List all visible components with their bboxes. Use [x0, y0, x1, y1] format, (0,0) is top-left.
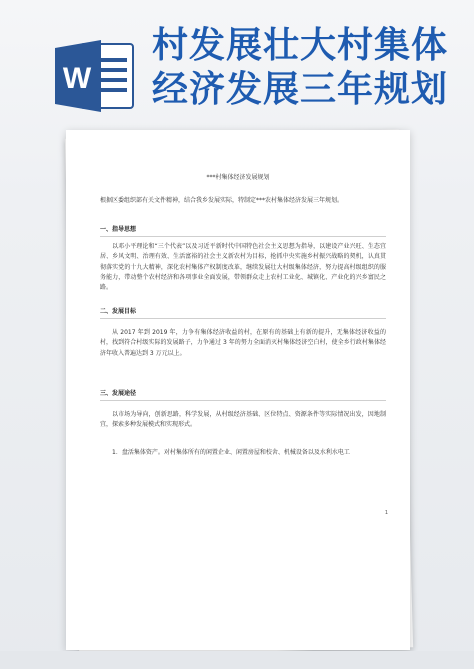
word-logo-icon [55, 38, 137, 114]
section2-divider [100, 318, 386, 319]
section1-divider [100, 236, 386, 237]
section1-body: 以邓小平理论和“三个代表”以及习近平新时代中国特色社会主义思想为指导，以建设产业兴旺、生态宜居、乡风文明、治理有效、生活富裕的社会主义新农村为目标，抢抓中央实施乡村振兴战略的契机，认真贯彻落实党的十九大精神，深化农村集体产权制度改革，继续发展壮大村级集体经济，努力提高村级组织的服务能力，带动整个农村经济和各项事业全面发展，带领群众走上农村工业化、城镇化、产业化的兴乡富民之路。 [100, 243, 386, 292]
page-number: 1 [384, 510, 388, 516]
section3-heading: 三、发展途径 [100, 390, 137, 397]
document-title: ***村集体经济发展规划 [206, 174, 270, 181]
title-block [152, 24, 464, 112]
intro-paragraph: 根据区委组织部有关文件精神，结合我乡发展实际，特制定***农村集体经济发展三年规划。 [100, 197, 344, 204]
document-page [66, 130, 410, 650]
section3-item1: 1．盘活集体资产。对村集体所有的闲置企业、闲置房屋和校舍、机械设备以及水利水电工 [112, 449, 350, 456]
section1-heading: 一、指导思想 [100, 226, 137, 233]
word-logo-letter: W [62, 62, 92, 95]
section3-body: 以市场为导向，创新思路，科学发展，从村级经济基础、区位特点、资源条件等实际情况出发，因地制宜，探索多种发展模式和实现形式。 [100, 411, 386, 429]
footer-band [0, 651, 474, 669]
section3-divider [100, 400, 386, 401]
section2-heading: 二、发展目标 [100, 308, 137, 315]
page-title-line2: 经济发展三年规划 [152, 69, 449, 110]
section2-body: 从 2017 年到 2019 年，力争有集体经济收益的村，在原有的基础上有新的提升，无集体经济收益的村，找到符合村级实际的发展路子，力争通过 3 年的努力全面消灭村集体经济空白村，使全乡行政村集体经济年收入普遍达到 3 万元以上。 [100, 329, 386, 357]
page-title-line1: 村发展壮大村集体 [152, 25, 449, 66]
